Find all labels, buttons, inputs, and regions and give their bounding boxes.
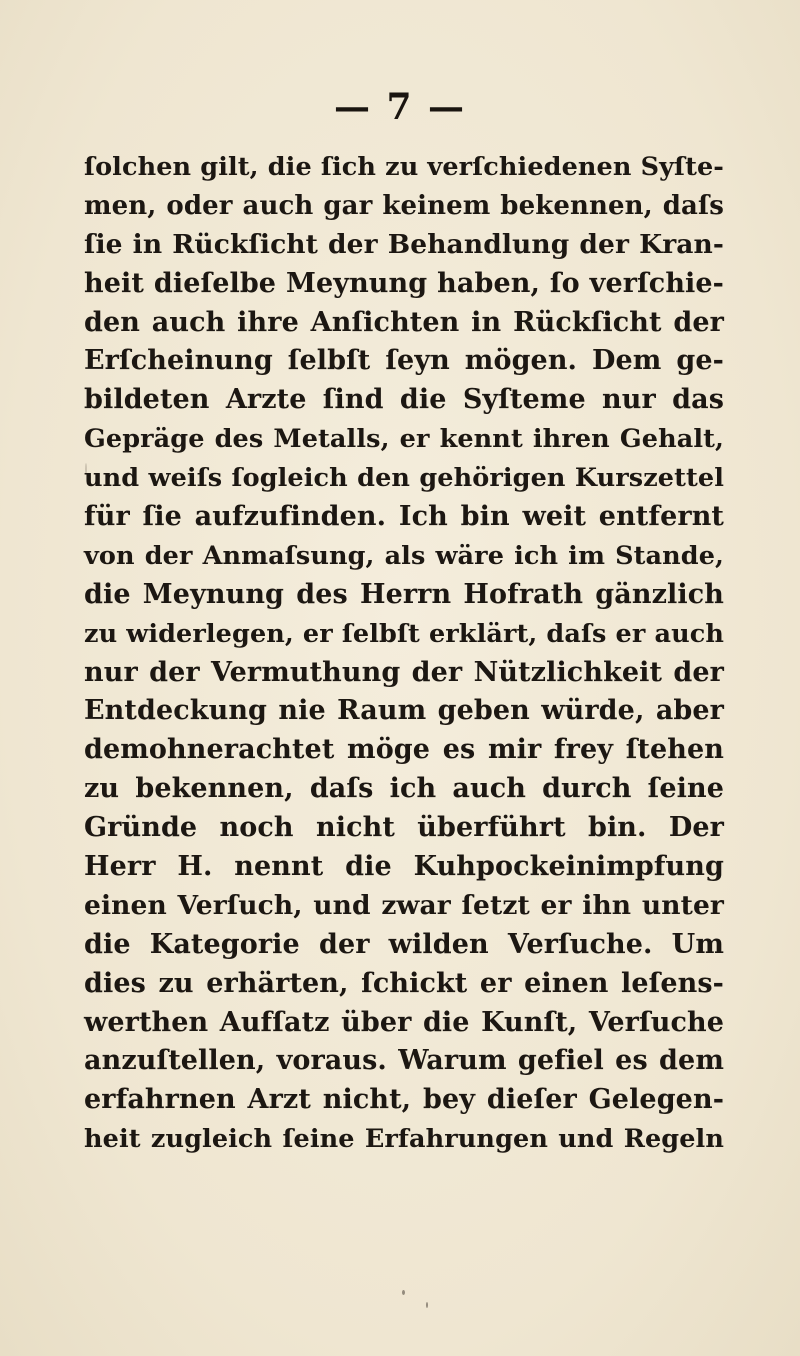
text-line: den auch ihre Anſichten in Rückſicht der xyxy=(84,306,724,338)
text-line: Gepräge des Metalls, er kennt ihren Gehalt, xyxy=(84,424,724,455)
paper-speck xyxy=(426,1302,428,1308)
text-line: Erſcheinung ſelbſt ſeyn mögen. Dem ge- xyxy=(84,345,724,377)
page-number: — 7 — xyxy=(333,86,467,128)
text-line: für ſie aufzufinden. Ich bin weit entfernt xyxy=(84,501,724,533)
text-line: von der Anmaſsung, als wäre ich im Stande, xyxy=(84,540,724,571)
text-line: Herr H. nennt die Kuhpockeinimpfung xyxy=(84,851,724,883)
text-line: ſolchen gilt, die ſich zu verſchiedenen Syſte- xyxy=(84,152,724,182)
text-line: anzuſtellen, voraus. Warum gefiel es dem xyxy=(84,1045,724,1077)
paper-speck xyxy=(402,1290,405,1295)
text-line: bildeten Arzte ſind die Syſteme nur das xyxy=(84,384,724,416)
text-line: werthen Aufſatz über die Kunſt, Verſuche xyxy=(84,1006,724,1038)
text-line: die Meynung des Herrn Hofrath gänzlich xyxy=(84,578,724,610)
text-line: Entdeckung nie Raum geben würde, aber xyxy=(84,695,724,727)
text-line: zu bekennen, daſs ich auch durch ſeine xyxy=(84,773,724,805)
text-line: die Kategorie der wilden Verſuche. Um xyxy=(84,928,724,960)
text-line: erfahrnen Arzt nicht, bey dieſer Gelegen- xyxy=(84,1084,724,1116)
text-line: Gründe noch nicht überführt bin. Der xyxy=(84,812,724,844)
body-text xyxy=(84,148,724,1159)
text-line: ſie in Rückſicht der Behandlung der Kran- xyxy=(84,228,724,260)
text-line: und weiſs ſogleich den gehörigen Kurszettel xyxy=(84,463,724,494)
text-line: demohnerachtet möge es mir frey ſtehen xyxy=(84,734,724,766)
paper-speck xyxy=(85,463,87,475)
text-line: men, oder auch gar keinem bekennen, daſs xyxy=(84,190,724,221)
text-line: einen Verſuch, und zwar ſetzt er ihn unter xyxy=(84,889,724,921)
text-line: heit zugleich ſeine Erfahrungen und Regeln xyxy=(84,1124,724,1155)
text-line: zu widerlegen, er ſelbſt erklärt, daſs er auch xyxy=(84,618,724,649)
text-line: dies zu erhärten, ſchickt er einen leſens- xyxy=(84,967,724,999)
text-line: heit dieſelbe Meynung haben, ſo verſchie- xyxy=(84,267,724,299)
text-line: nur der Vermuthung der Nützlichkeit der xyxy=(84,656,724,688)
